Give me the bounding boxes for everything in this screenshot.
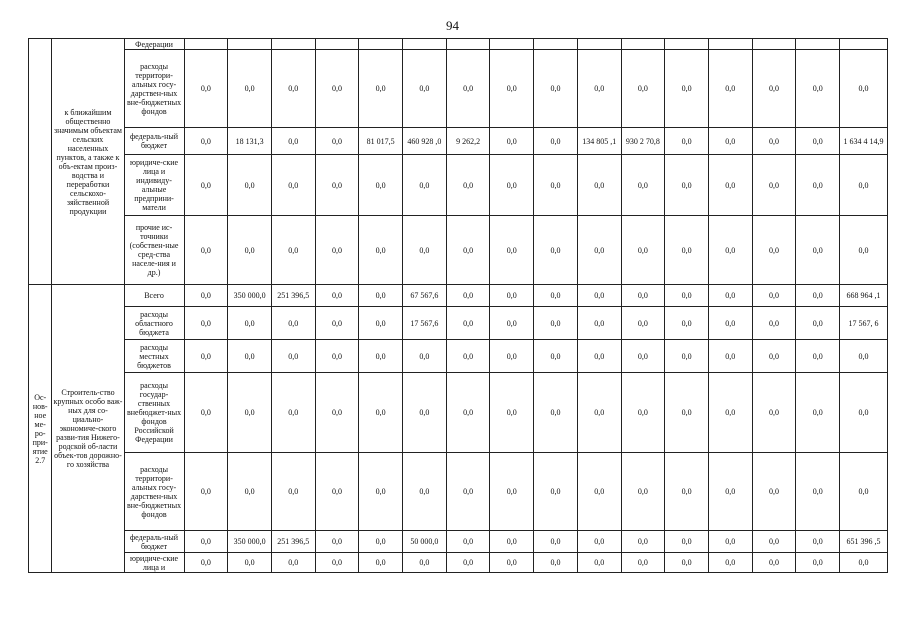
value-cell: 0,0	[446, 373, 490, 453]
value-cell	[359, 39, 403, 50]
value-cell: 460 928 ,0	[403, 128, 447, 155]
value-cell: 0,0	[840, 553, 888, 573]
value-cell: 0,0	[708, 50, 752, 128]
value-cell: 0,0	[708, 216, 752, 285]
value-cell: 0,0	[446, 340, 490, 373]
funding-source-cell: расходы местных бюджетов	[124, 340, 184, 373]
value-cell: 0,0	[359, 553, 403, 573]
value-cell	[534, 39, 578, 50]
value-cell: 0,0	[534, 307, 578, 340]
value-cell: 0,0	[621, 531, 665, 553]
value-cell: 0,0	[534, 453, 578, 531]
value-cell: 0,0	[359, 216, 403, 285]
value-cell: 0,0	[708, 373, 752, 453]
value-cell: 0,0	[446, 155, 490, 216]
table-row	[29, 340, 888, 373]
value-cell: 0,0	[752, 155, 796, 216]
value-cell: 0,0	[665, 531, 709, 553]
value-cell: 0,0	[271, 128, 315, 155]
value-cell: 0,0	[446, 553, 490, 573]
value-cell: 0,0	[228, 373, 272, 453]
value-cell: 0,0	[184, 531, 228, 553]
value-cell: 0,0	[665, 373, 709, 453]
value-cell: 0,0	[359, 285, 403, 307]
value-cell: 0,0	[665, 50, 709, 128]
value-cell: 0,0	[271, 216, 315, 285]
value-cell: 0,0	[708, 340, 752, 373]
value-cell: 0,0	[752, 340, 796, 373]
value-cell: 0,0	[359, 155, 403, 216]
value-cell: 0,0	[446, 453, 490, 531]
value-cell: 0,0	[184, 155, 228, 216]
value-cell: 0,0	[315, 155, 359, 216]
value-cell: 0,0	[228, 155, 272, 216]
funding-source-cell: федераль-ный бюджет	[124, 128, 184, 155]
value-cell: 0,0	[796, 285, 840, 307]
value-cell: 0,0	[621, 307, 665, 340]
value-cell: 0,0	[621, 453, 665, 531]
value-cell: 0,0	[446, 285, 490, 307]
value-cell: 0,0	[315, 531, 359, 553]
value-cell: 0,0	[446, 216, 490, 285]
value-cell	[315, 39, 359, 50]
value-cell: 0,0	[577, 553, 621, 573]
value-cell: 0,0	[752, 216, 796, 285]
value-cell: 0,0	[446, 307, 490, 340]
funding-source-cell: Федерации	[124, 39, 184, 50]
value-cell: 0,0	[184, 307, 228, 340]
value-cell: 134 805 ,1	[577, 128, 621, 155]
value-cell: 0,0	[184, 50, 228, 128]
value-cell: 0,0	[840, 50, 888, 128]
funding-source-cell: расходы государ-ственных внебюджет-ных фондов Российской Федерации	[124, 373, 184, 453]
value-cell: 0,0	[359, 307, 403, 340]
activity-code-cell: Ос-нов-ное ме-ро-при-ятие 2.7	[29, 285, 52, 573]
value-cell: 0,0	[840, 453, 888, 531]
table-row	[29, 216, 888, 285]
value-cell: 0,0	[665, 307, 709, 340]
value-cell: 0,0	[577, 373, 621, 453]
value-cell: 0,0	[665, 453, 709, 531]
value-cell	[708, 39, 752, 50]
value-cell: 0,0	[184, 340, 228, 373]
value-cell	[577, 39, 621, 50]
value-cell: 0,0	[490, 553, 534, 573]
value-cell: 0,0	[446, 50, 490, 128]
value-cell: 0,0	[577, 155, 621, 216]
table-row	[29, 285, 888, 307]
value-cell: 0,0	[752, 307, 796, 340]
value-cell: 0,0	[708, 531, 752, 553]
value-cell: 0,0	[534, 50, 578, 128]
value-cell: 651 396 ,5	[840, 531, 888, 553]
value-cell: 67 567,6	[403, 285, 447, 307]
value-cell: 0,0	[752, 128, 796, 155]
value-cell: 0,0	[708, 307, 752, 340]
budget-table	[28, 38, 888, 573]
value-cell: 0,0	[184, 373, 228, 453]
value-cell: 0,0	[315, 373, 359, 453]
value-cell: 0,0	[184, 128, 228, 155]
value-cell: 0,0	[534, 373, 578, 453]
value-cell: 0,0	[490, 216, 534, 285]
value-cell: 0,0	[315, 216, 359, 285]
value-cell: 0,0	[359, 531, 403, 553]
value-cell: 0,0	[577, 285, 621, 307]
value-cell: 0,0	[665, 340, 709, 373]
value-cell: 350 000,0	[228, 531, 272, 553]
activity-name-cell: к ближайшим общественно значимым объектам сельских населенных пунктов, а также к объ-ектам произ-водства и переработки сельскохо-зяйственной продукции	[52, 39, 124, 285]
funding-source-cell: федераль-ный бюджет	[124, 531, 184, 553]
value-cell	[228, 39, 272, 50]
table-row	[29, 39, 888, 50]
value-cell: 0,0	[184, 553, 228, 573]
value-cell: 0,0	[271, 340, 315, 373]
value-cell: 0,0	[534, 531, 578, 553]
value-cell: 18 131,3	[228, 128, 272, 155]
value-cell: 0,0	[577, 453, 621, 531]
table-row	[29, 531, 888, 553]
value-cell: 0,0	[228, 216, 272, 285]
value-cell	[490, 39, 534, 50]
value-cell: 0,0	[271, 453, 315, 531]
value-cell: 0,0	[446, 531, 490, 553]
value-cell: 0,0	[840, 216, 888, 285]
value-cell: 0,0	[665, 155, 709, 216]
value-cell: 0,0	[665, 285, 709, 307]
value-cell	[665, 39, 709, 50]
value-cell: 0,0	[577, 216, 621, 285]
funding-source-cell: расходы территори-альных госу-дарствен-ных вне-бюджетных фондов	[124, 50, 184, 128]
value-cell: 0,0	[228, 340, 272, 373]
value-cell: 0,0	[271, 307, 315, 340]
value-cell: 0,0	[577, 50, 621, 128]
value-cell: 251 396,5	[271, 531, 315, 553]
value-cell: 0,0	[403, 373, 447, 453]
value-cell: 0,0	[752, 373, 796, 453]
value-cell: 0,0	[271, 50, 315, 128]
value-cell: 0,0	[490, 453, 534, 531]
value-cell: 0,0	[621, 373, 665, 453]
value-cell	[796, 39, 840, 50]
value-cell: 0,0	[708, 453, 752, 531]
value-cell: 9 262,2	[446, 128, 490, 155]
table-row	[29, 373, 888, 453]
value-cell: 0,0	[665, 128, 709, 155]
value-cell: 251 396,5	[271, 285, 315, 307]
value-cell: 0,0	[796, 553, 840, 573]
value-cell: 0,0	[359, 453, 403, 531]
value-cell: 0,0	[403, 340, 447, 373]
value-cell: 0,0	[534, 155, 578, 216]
value-cell: 0,0	[534, 553, 578, 573]
value-cell: 0,0	[796, 373, 840, 453]
table-row	[29, 155, 888, 216]
value-cell: 0,0	[708, 155, 752, 216]
value-cell: 0,0	[490, 373, 534, 453]
value-cell: 0,0	[621, 216, 665, 285]
value-cell: 0,0	[796, 531, 840, 553]
value-cell: 668 964 ,1	[840, 285, 888, 307]
value-cell: 0,0	[708, 285, 752, 307]
value-cell: 17 567,6	[403, 307, 447, 340]
value-cell: 0,0	[228, 453, 272, 531]
value-cell: 0,0	[271, 373, 315, 453]
value-cell: 0,0	[840, 155, 888, 216]
table-row	[29, 453, 888, 531]
value-cell: 0,0	[577, 340, 621, 373]
code-cell	[29, 39, 52, 285]
value-cell: 0,0	[752, 50, 796, 128]
value-cell: 0,0	[621, 340, 665, 373]
value-cell: 0,0	[577, 531, 621, 553]
value-cell: 930 2 70,8	[621, 128, 665, 155]
value-cell: 0,0	[315, 50, 359, 128]
value-cell: 0,0	[403, 453, 447, 531]
value-cell: 350 000,0	[228, 285, 272, 307]
value-cell	[621, 39, 665, 50]
value-cell: 0,0	[271, 155, 315, 216]
funding-source-cell: прочие ис-точники (собствен-ные сред-ства населе-ния и др.)	[124, 216, 184, 285]
value-cell: 0,0	[490, 155, 534, 216]
value-cell: 0,0	[534, 340, 578, 373]
value-cell: 0,0	[403, 50, 447, 128]
value-cell: 0,0	[796, 340, 840, 373]
value-cell: 0,0	[534, 216, 578, 285]
funding-source-cell: юридиче-ские лица и индивиду-альные предприни-матели	[124, 155, 184, 216]
value-cell: 0,0	[184, 216, 228, 285]
value-cell: 0,0	[665, 553, 709, 573]
value-cell: 50 000,0	[403, 531, 447, 553]
funding-source-cell: Всего	[124, 285, 184, 307]
value-cell: 0,0	[403, 553, 447, 573]
value-cell: 17 567, 6	[840, 307, 888, 340]
value-cell: 1 634 4 14,9	[840, 128, 888, 155]
value-cell: 0,0	[271, 553, 315, 573]
value-cell: 0,0	[621, 50, 665, 128]
value-cell: 0,0	[796, 128, 840, 155]
value-cell: 0,0	[184, 453, 228, 531]
value-cell: 0,0	[752, 531, 796, 553]
value-cell	[752, 39, 796, 50]
funding-source-cell: расходы областного бюджета	[124, 307, 184, 340]
value-cell: 0,0	[840, 340, 888, 373]
value-cell: 0,0	[665, 216, 709, 285]
value-cell: 0,0	[752, 285, 796, 307]
value-cell: 0,0	[621, 553, 665, 573]
value-cell: 0,0	[490, 307, 534, 340]
value-cell: 0,0	[752, 553, 796, 573]
value-cell: 0,0	[621, 155, 665, 216]
value-cell: 0,0	[621, 285, 665, 307]
value-cell: 0,0	[315, 285, 359, 307]
table-row	[29, 307, 888, 340]
funding-source-cell: расходы территори-альных госу-дарствен-ных вне-бюджетных фондов	[124, 453, 184, 531]
value-cell: 0,0	[228, 307, 272, 340]
value-cell: 0,0	[796, 155, 840, 216]
value-cell: 0,0	[315, 307, 359, 340]
value-cell: 0,0	[359, 373, 403, 453]
value-cell	[840, 39, 888, 50]
value-cell: 0,0	[796, 453, 840, 531]
value-cell	[446, 39, 490, 50]
value-cell: 0,0	[315, 453, 359, 531]
value-cell: 0,0	[315, 553, 359, 573]
funding-source-cell: юридиче-ские лица и	[124, 553, 184, 573]
value-cell: 0,0	[403, 155, 447, 216]
value-cell: 0,0	[315, 128, 359, 155]
value-cell	[403, 39, 447, 50]
value-cell: 0,0	[534, 285, 578, 307]
value-cell: 0,0	[796, 216, 840, 285]
value-cell: 0,0	[359, 340, 403, 373]
table-row	[29, 50, 888, 128]
value-cell: 0,0	[315, 340, 359, 373]
table-row	[29, 553, 888, 573]
value-cell: 0,0	[708, 553, 752, 573]
value-cell: 0,0	[490, 531, 534, 553]
value-cell: 0,0	[359, 50, 403, 128]
value-cell: 0,0	[184, 285, 228, 307]
page-number: 94	[446, 18, 459, 33]
activity-name-cell: Строитель-ство крупных особо важ-ных для со-циально-экономиче-ского разви-тия Нижего-родской об-ласти объек-тов дорожно-го хозяйства	[52, 285, 124, 573]
table-row	[29, 128, 888, 155]
value-cell	[184, 39, 228, 50]
value-cell: 0,0	[490, 340, 534, 373]
value-cell: 0,0	[534, 128, 578, 155]
value-cell: 0,0	[490, 285, 534, 307]
value-cell: 0,0	[752, 453, 796, 531]
value-cell: 0,0	[228, 553, 272, 573]
value-cell: 0,0	[577, 307, 621, 340]
value-cell: 0,0	[228, 50, 272, 128]
value-cell: 0,0	[796, 307, 840, 340]
value-cell: 0,0	[403, 216, 447, 285]
value-cell: 0,0	[490, 128, 534, 155]
value-cell: 0,0	[708, 128, 752, 155]
value-cell: 81 017,5	[359, 128, 403, 155]
value-cell: 0,0	[796, 50, 840, 128]
value-cell	[271, 39, 315, 50]
value-cell: 0,0	[840, 373, 888, 453]
value-cell: 0,0	[490, 50, 534, 128]
